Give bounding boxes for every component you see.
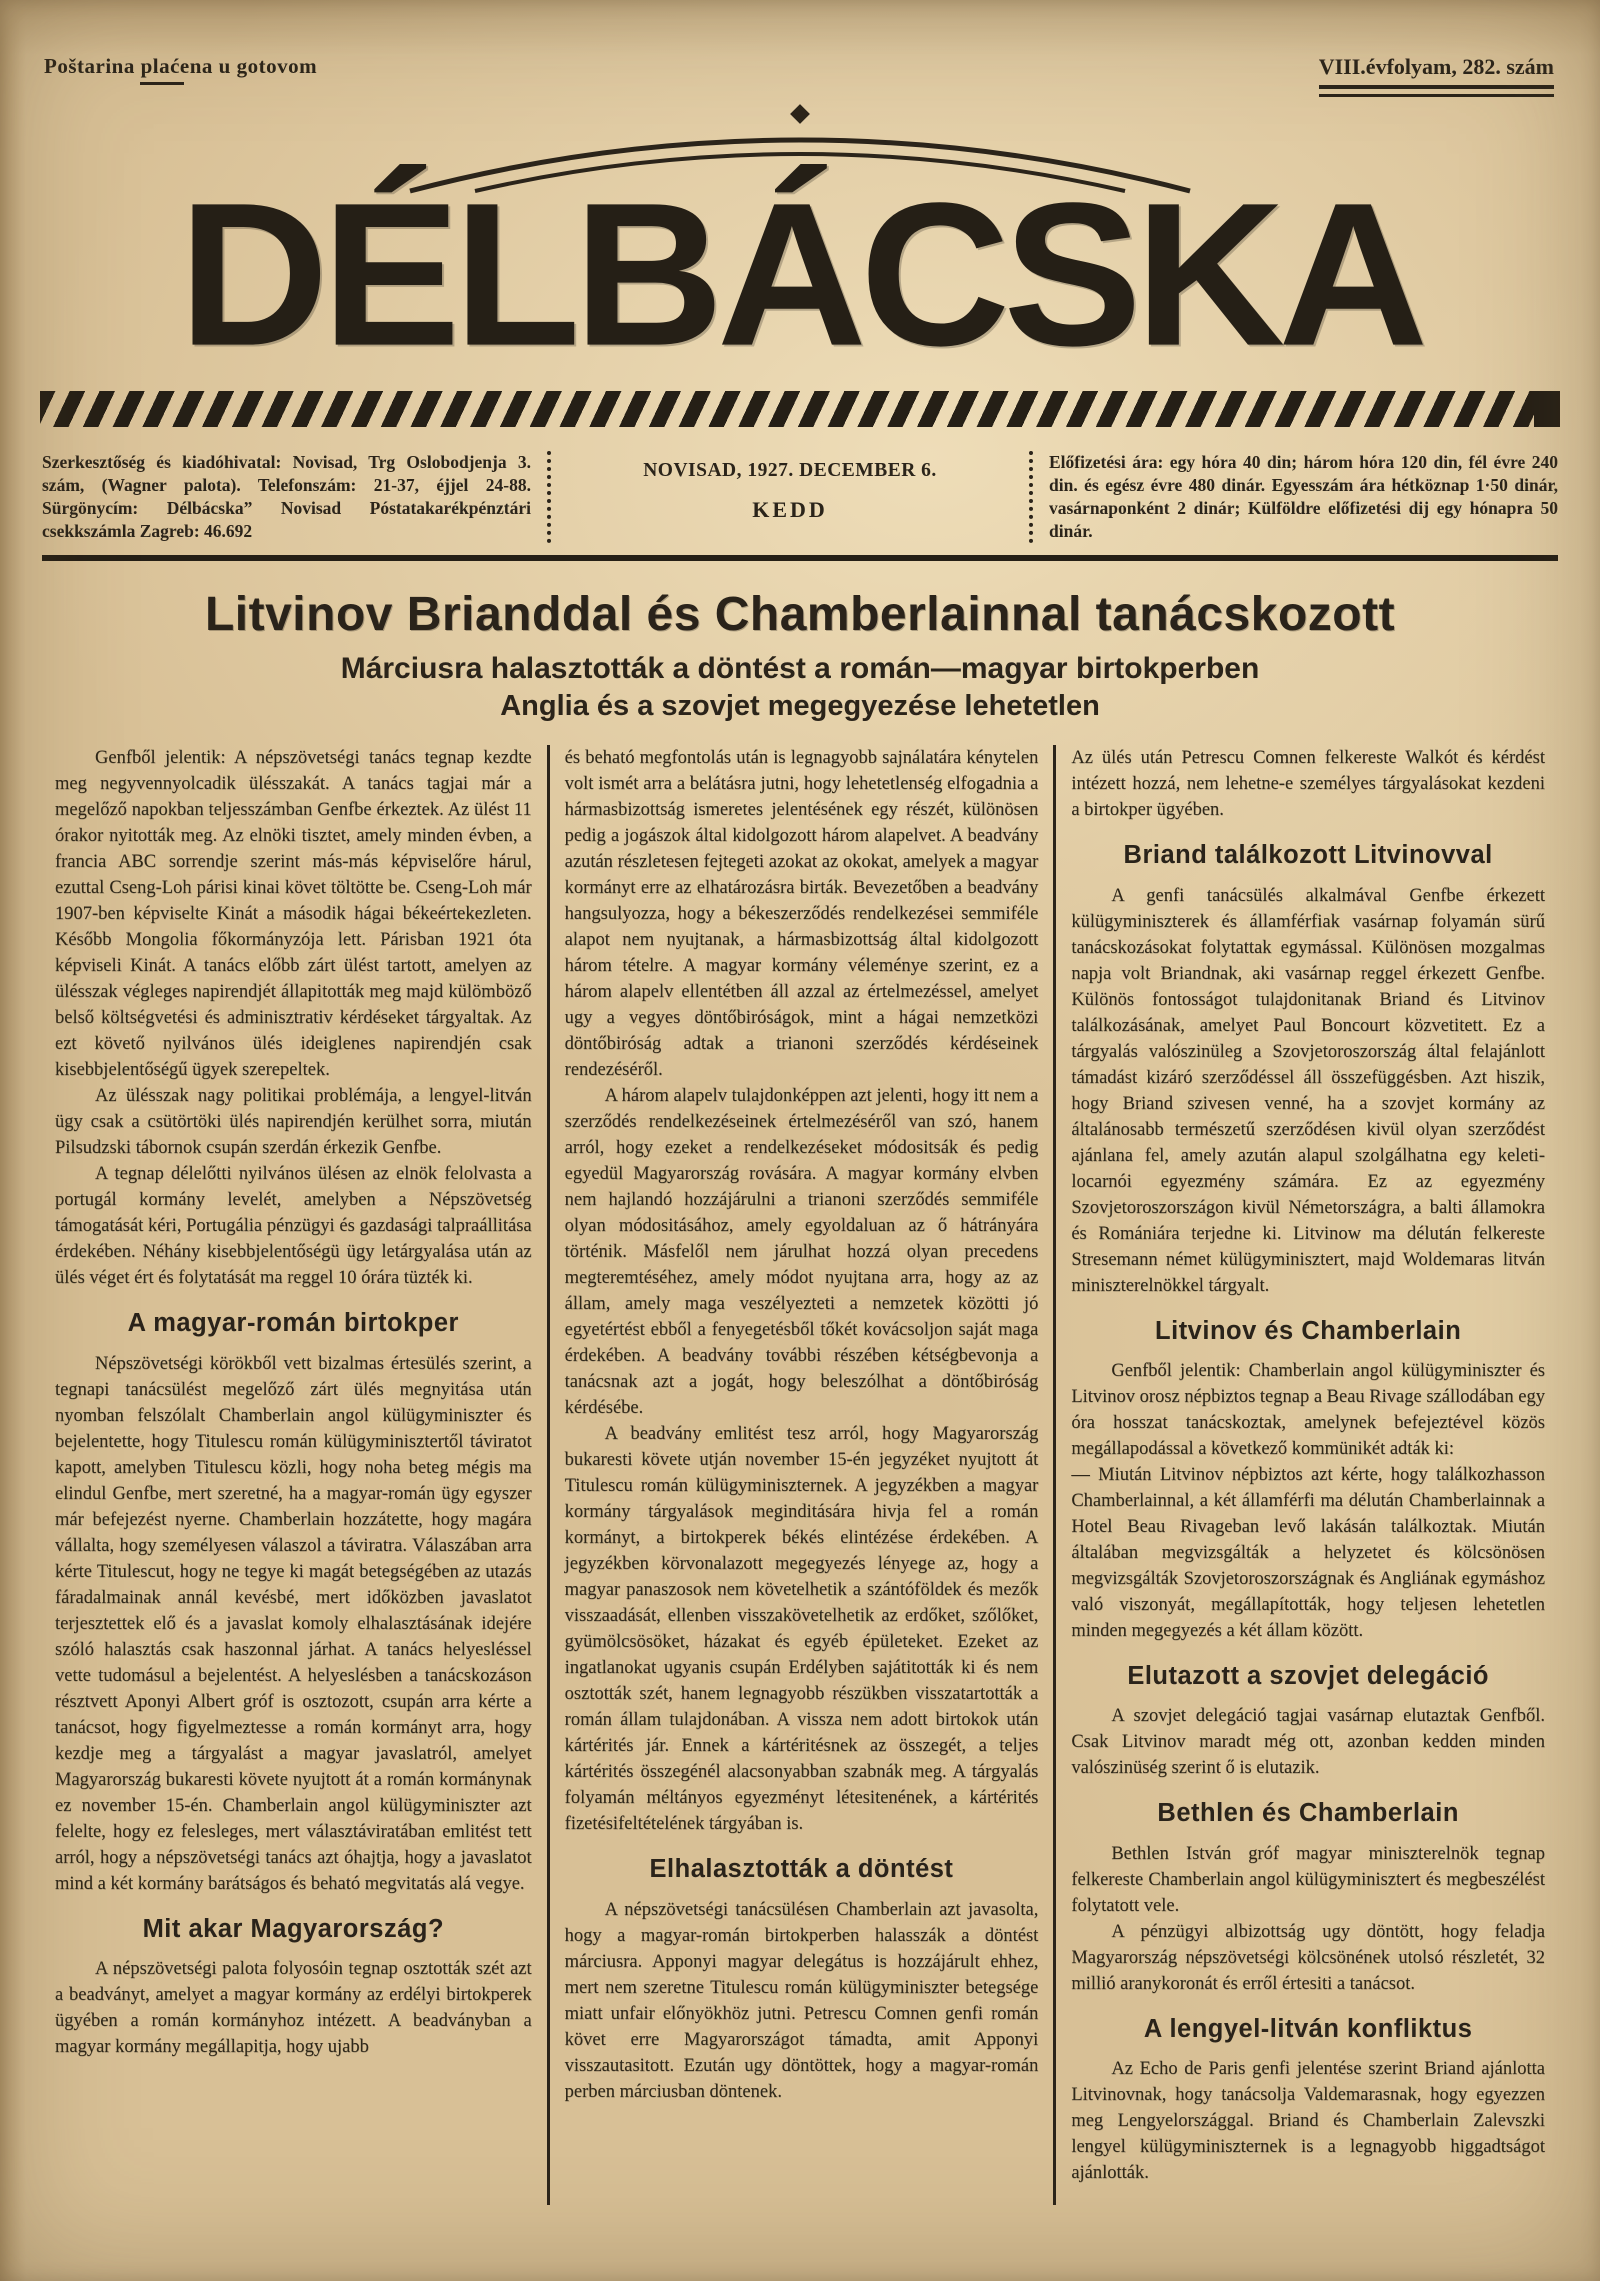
article-subhead: Elutazott a szovjet delegáció — [1127, 1661, 1489, 1690]
issue-number — [1319, 54, 1554, 97]
masthead — [0, 99, 1600, 427]
article-paragraph: A három alapelv tulajdonképpen azt jelenti, hogy itt nem a szerződés rendelkezéseinek értelmezéséről van szó, hanem arról, hogy ezeket a rendelkezéseket módositsák és pedig egyedül Magyarország rovására. A magyar kormány elvben nem hajlandó hozzájárulni a trianoni szerződés semmiféle olyan módositásához, amely egyoldaluan az ő hátrányára történik. Másfelől nem járulhat hozzá olyan precedens megteremtéséhez, amely módot nyujtana arra, hogy az az állam, amely maga veszélyezteti a nemzetek közötti jó egyetértést ebből a fenyegetésből tőkét kovácsoljon saját maga érdekében. A beadvány további részében kétségbevonja a tanácsnak azt a jogát, hogy beleszólhat a döntőbiróság kérdésébe. — [564, 1086, 1039, 1419]
postage-note-text: Poštarina plaćena u gotovom — [44, 54, 318, 78]
article-paragraph: és beható megfontolás után is legnagyobb sajnálatára kénytelen volt ismét arra a belátásra jutni, hogy lehetetlenség elfogadnia a hármasbizottság ismeretes jelentésének egy részét, különösen pedig a jogászok által kidolgozott három alapelvet. A beadvány azután részletesen fejtegeti azokat az okokat, amelyek a magyar kormányt erre az elhatározásra birták. Bevezetőben a beadvány hangsulyozza, hogy a békeszerződés rendelkezései semmiféle alapot nem nyujtanak, a hármasbizottság által kidolgozott három tételre. A magyar kormány véleménye szerint, ez a három alapelv ellentétben áll azzal az értelmezéssel, amelyet ugy a vegyes döntőbiróságok, mint a hágai nemzetközi döntőbiróság adtak a trianoni szerződés kérdéseinek rendezéséről. — [564, 748, 1039, 1081]
headline-block — [0, 589, 1600, 724]
date-box — [547, 451, 1033, 543]
publisher-info: Szerkesztőség és kiadóhivatal: Novisad, Trg Oslobodjenja 3. szám, (Wagner palota). Telefonszám: 21-37, éjjel 24-88. Sürgönycím: Délbácska” Novisad Póstatakarékpénztári csekkszámla Zagreb: 46.692 — [42, 451, 531, 541]
article-column-3 — [1053, 745, 1560, 2205]
article-body — [40, 745, 1560, 2205]
article-column-1 — [40, 745, 547, 2205]
issue-number-text: VIII.évfolyam, 282. szám — [1318, 54, 1554, 79]
article-paragraph: A tegnap délelőtti nyilvános ülésen az elnök felolvasta a portugál kormány levelét, amelyben a Népszövetség támogatását kéri, Portugália pénzügyi és gazdasági talpraállitása érdekében. Néhány kisebbjelentőségü ügy letárgyalása után az ülés véget ért és folytatását ma reggel 10 órára tüzték ki. — [55, 1164, 532, 1289]
decorative-band — [40, 391, 1560, 427]
article-subhead: Litvinov és Chamberlain — [1155, 1316, 1462, 1345]
article-paragraph: Genfből jelentik: A népszövetségi tanács tegnap kezdte meg negyvennyolcadik ülésszakát. A tanács tagjai már a megelőző napokban teljesszámban Genfbe érkeztek. Az ülést 11 órakor nyitották meg. Az elnöki tisztet, amely minden évben, a francia ABC sorrendje szerint más-más képviselőre hárul, ezuttal Cseng-Loh párisi kinai követ töltötte be. Cseng-Loh már 1907-ben képviselte Kinát a második hágai békeértekezleten. Később Mongolia főkormányzója lett. Párisban 1921 óta képviseli Kinát. A tanács előbb zárt ülést tartott, amelyen az ülésszak végleges napirendjét állapitották meg majd külömböző belső költségvetési és adminisztrativ kérdéseket tárgyaltak. Az ezt követő nyilvános ülés ideiglenes napirendjén csak kisebbjelentőségű ügyek szerepeltek. — [55, 748, 532, 1081]
article-subhead: Briand találkozott Litvinovval — [1123, 841, 1493, 870]
masthead-info-bar — [42, 451, 1558, 543]
issue-day: KEDD — [752, 496, 828, 522]
newspaper-logo: DÉLBÁCSKA — [178, 161, 1422, 389]
article-paragraph: Az ülés után Petrescu Comnen felkereste Walkót és kérdést intézett hozzá, nem lehetne-e személyes tárgyalásokat kezdeni a birtokper ügyében. — [1071, 748, 1545, 821]
article-paragraph: A pénzügyi albizottság ugy döntött, hogy feladja Magyarország népszövetségi kölcsönének utolsó részletét, 32 millió aranykoronát és erről értesiti a tanácsot. — [1071, 1921, 1545, 1994]
article-subhead: Mit akar Magyarország? — [142, 1914, 445, 1943]
main-headline: Litvinov Brianddal és Chamberlainnal tanácskozott — [204, 587, 1396, 641]
article-paragraph: A szovjet delegáció tagjai vasárnap elutaztak Genfből. Csak Litvinov maradt még ott, azonban kedden minden valószinüség szerint ő is elutazik. — [1071, 1706, 1545, 1779]
article-subhead: Elhalasztották a döntést — [649, 1855, 954, 1884]
masthead-rule — [42, 555, 1558, 561]
article-subhead: Bethlen és Chamberlain — [1157, 1799, 1459, 1828]
postage-note-underline — [140, 82, 184, 85]
postage-note — [44, 54, 317, 85]
top-line — [0, 0, 1600, 97]
subheadline-2: Anglia és a szovjet megegyezése lehetetlen — [500, 689, 1100, 722]
article-paragraph: A népszövetségi tanácsülésen Chamberlain azt javasolta, hogy a magyar-román birtokperben halasszák a döntést márciusra. Apponyi magyar delegátus is hozzájárult ehhez, mert nem szeretne Titulescu román külügyminiszter betegsége miatt unfair előnyökhöz jutni. Petrescu Comnen genfi román követ erre Magyarországot támadta, amit Apponyi visszautasitott. Ezután ugy döntöttek, hogy a magyar-román perben márciusban döntenek. — [564, 1899, 1039, 2102]
article-paragraph: A beadvány emlitést tesz arról, hogy Magyarország bukaresti követe utján november 15-én jegyzéket nyujtott át Titulescu román külügyminiszternek. A jegyzékben a magyar kormány tárgyalások meginditására hivja fel a román kormányt, a birtokperek békés elintézése érdekében. A jegyzékben körvonalazott megegyezés lényege az, hogy a magyar panaszosok nem követelhetik a szántóföldek és mezők visszaadását, ellenben visszakövetelhetik az erdőket, szőlőket, gyümölcsösöket, házakat és egyéb épületeket. Ezeket az ingatlanokat ugyanis csupán Erdélyben sajátitották ki és nem osztották szét, hanem legnagyobb részükben visszatartották a román állam tulajdonában. A vissza nem adott birtokok után kártérités jár. Ennek a kártéritésnek az összegét, a teljes kártérités összegénél alacsonyabban szabnák meg. A tárgyalás folyamán méltányos egyezményt létesitenének, a kártérités fizetésifeltételének tárgyában is. — [564, 1424, 1039, 1835]
article-subhead: A lengyel-litván konfliktus — [1143, 2014, 1473, 2043]
article-paragraph: Genfből jelentik: Chamberlain angol külügyminiszter és Litvinov orosz népbiztos tegnap a Beau Rivage szállodában egy óra hosszat tanácskoztak, amelynek befejeztével közös megállapodással a következő kommünikét adták ki: — [1071, 1360, 1545, 1459]
article-paragraph: — Miután Litvinov népbiztos azt kérte, hogy találkozhasson Chamberlainnal, a két államférfi ma délután Chamberlainnak a Hotel Beau Rivageban levő lakásán találkoztak. Miután általában megvizsgálták a helyzetet és kölcsönösen megvizsgálták Szovjetoroszországnak és Angliának egymáshoz való viszonyát, megállapították, hogy teljesen lehetetlen minden megegyezés a két állam között. — [1071, 1464, 1545, 1641]
article-paragraph: Bethlen István gróf magyar miniszterelnök tegnap felkereste Chamberlain angol külügyminisztert és megbeszélést folytatott vele. — [1071, 1843, 1545, 1916]
subheadline-1: Márciusra halasztották a döntést a román—magyar birtokperben — [340, 652, 1260, 686]
article-paragraph: Az Echo de Paris genfi jelentése szerint Briand ajánlotta Litvinovnak, hogy tanácsolja Valdemarasnak, hogy egyezzen meg Lengyelországgal. Briand és Chamberlain Zalevszki lengyel külügyminiszternek is a legnagyobb higgadtságot ajánlották. — [1071, 2058, 1545, 2183]
article-paragraph: Népszövetségi körökből vett bizalmas értesülés szerint, a tegnapi tanácsülést megelőző zárt ülés megnyitása után nyomban felszólalt Chamberlain angol külügyminiszter és bejelentette, hogy Titulescu román külügyminisztertől táviratot kapott, amelyben Titulescu közli, hogy noha beteg mégis ma elindul Genfbe, mert szeretné, ha a magyar-román ügy egyszer már befejezést nyerne. Chamberlain hozzátette, hogy magára vállalta, hogy személyesen válaszol a táviratra. Válaszában arra kérte Titulescut, hogy ne tegye ki magát betegségében az utazás fáradalmainak annál kevésbé, mert időközben javaslatot terjesztettek elő és a javaslat komoly elhalasztásának idejére szóló halasztás csak haszonnal járhat. A tanács helyesléssel vette tudomásul a bejelentést. A helyeslésben a tanácskozáson résztvett Aponyi Albert gróf is osztozott, csupán arra kérte a tanácsot, hogy figyelmeztesse a román kormányt arra, hogy kezdje meg a tárgyalást a magyar javaslatról, amelyet Magyarország bukaresti követe nyujtott át a román kormánynak ez november 15-én. Chamberlain angol külügyminiszter azt felelte, hogy ez felesleges, mert választáviratában emlitést tett arról, hogy a népszövetségi tanács azt óhajtja, hogy a javaslatot mind a két kormány barátságos és beható megvitatás alá vegye. — [55, 1353, 532, 1894]
subscription-info: Előfizetési ára: egy hóra 40 din; három hóra 120 din, fél évre 240 din. és egész évre 480 dinár. Egyesszám ára hétköznap 1·50 dinár, vasárnaponként 2 dinár; Külföldre előfizetési dij egy hónapra 50 dinár. — [1049, 451, 1558, 541]
issue-number-double-rule — [1319, 85, 1554, 97]
article-subhead: A magyar-román birtokper — [127, 1309, 459, 1338]
issue-date: NOVISAD, 1927. DECEMBER 6. — [643, 459, 937, 481]
article-paragraph: A genfi tanácsülés alkalmával Genfbe érkezett külügyminiszterek és államférfiak vasárnap folyamán sürű tanácskozásokat folytattak egymással. Különösen mozgalmas napja volt Briandnak, aki vasárnap reggel érkezett Genfbe. Különös fontosságot tulajdonitanak Briand és Litvinov találkozásának, amelyet Paul Boncourt közvetitett. Ez a tárgyalás valószinüleg a Szovjetoroszország által felajánlott támadást kizáró szerződéssel áll összefüggésben. Azt hiszik, hogy Briand szivesen venné, ha a szovjet kormány az általánosabb természetű szerződésen kivül olyan szerződést ajánlana fel, amely azután alapul szolgálhatna egy keleti-locarnói egyezmény számára. Ez az egyezmény Szovjetoroszországon kivül Németországra, a balti államokra és Romániára terjedne ki. Litvinow ma délután felkereste Stresemann német külügyminisztert, majd Woldemaras litván miniszterelnökkel tárgyalt. — [1071, 885, 1545, 1296]
article-column-2 — [547, 745, 1054, 2205]
article-paragraph: Az ülésszak nagy politikai problémája, a lengyel-litván ügy csak a csütörtöki ülés napirendjén kerülhet sorra, miután Pilsudzski tábornok csupán szerdán érkezik Genfbe. — [55, 1086, 532, 1159]
article-paragraph: A népszövetségi palota folyosóin tegnap osztották szét azt a beadványt, amelyet a magyar kormány az erdélyi birtokperek ügyében a román kormányhoz intézett. A beadványban a magyar kormány megállapitja, hogy ujabb — [55, 1958, 532, 2057]
